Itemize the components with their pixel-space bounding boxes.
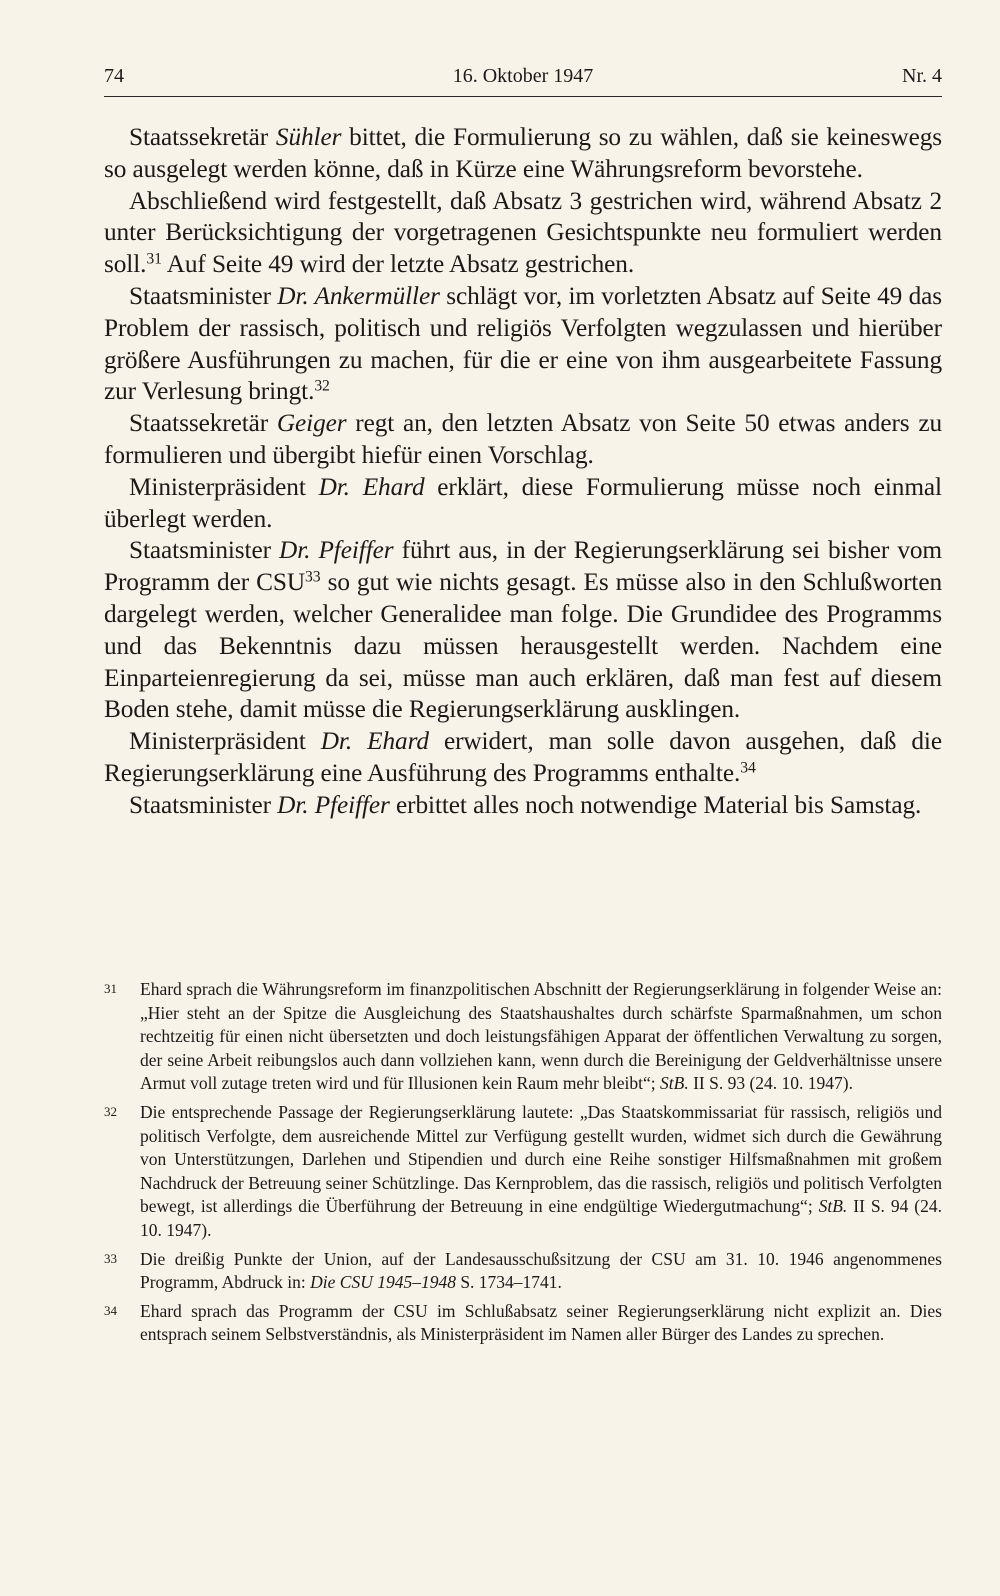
source-title: Die CSU 1945–1948 — [310, 1272, 456, 1293]
paragraph: Staatsminister Dr. Pfeiffer führt aus, in der Regierungserklärung sei bisher vom Programm der CSU$^{33}$ so gut wie nichts gesagt. Es müsse also in den Schlußworten dargelegt werden, welcher Generalidee man folge. Die Grundidee des Programms und das Bekenntnis dazu müssen herausgestellt werden. Nachdem eine Einparteienregierung da sei, müsse man auch erklären, daß man fest auf diesem Boden stehe, damit müsse die Regierungserklärung ausklingen. — [104, 536, 942, 724]
paragraph: Ministerpräsident Dr. Ehard erklärt, diese Formulierung müsse noch einmal überlegt werden. — [104, 472, 942, 533]
speaker-name: Sühler — [275, 123, 342, 151]
header-number: Nr. 4 — [902, 65, 942, 87]
footnote-number: 33 — [104, 1250, 117, 1266]
speaker-name: Geiger — [276, 409, 347, 438]
paragraph: Staatssekretär Geiger regt an, den letzten Absatz von Seite 50 etwas anders zu formulieren und übergibt hiefür einen Vorschlag. — [104, 409, 942, 469]
speaker-name: Dr. Pfeiffer — [279, 536, 394, 565]
footnote-number: 31 — [104, 981, 117, 996]
paragraph: Abschließend wird festgestellt, daß Absatz 3 gestrichen wird, während Absatz 2 unter Berücksichtigung der vorgetragenen Gesichtspunkte neu formuliert werden soll.$^{31}$ Auf Seite 49 wird der letzte Absatz gestrichen. — [104, 186, 942, 279]
footnote-33: 33 Die dreißig Punkte der Union, auf der Landesausschußsitzung der CSU am 31. 10. 1946 angenommenes Programm, Abdruck in: Die CSU 1945–1948 S. 1734–1741. — [104, 1248, 942, 1293]
speaker-name: Dr. Pfeiffer — [277, 790, 390, 819]
footnote-ref[interactable]: 34 — [740, 759, 756, 777]
running-header — [104, 60, 942, 97]
footnote-ref[interactable]: 31 — [146, 250, 162, 268]
paragraph: Ministerpräsident Dr. Ehard erwidert, man solle davon ausgehen, daß die Regierungserklärung eine Ausführung des Programms enthalte.$^{34}$ — [104, 727, 942, 787]
speaker-name: Dr. Ehard — [320, 727, 429, 756]
paragraph: Staatsminister Dr. Pfeiffer erbittet alles noch notwendige Material bis Samstag. — [129, 790, 922, 819]
source-abbrev: StB. — [818, 1196, 848, 1217]
page-number: 74 — [104, 65, 124, 87]
speaker-name: Dr. Ankermüller — [277, 281, 440, 310]
footnote-32: 32 Die entsprechende Passage der Regierungserklärung lautete: „Das Staatskommissariat für rassisch, religiös und politisch Verfolgte, dem ausreichende Mittel zur Verfügung gestellt wurden, widmet sich durch die Gewährung von Unterstützungen, Darlehen und Stipendien und durch eine Reihe sonstiger Hilfsmaßnahmen mit großem Nachdruck der Betreuung seiner Schützlinge. Das Kernproblem, das die rassisch, religiös und politisch Verfolgten bewegt, ist allerdings die Überführung der Betreuung in eine endgültige Wiedergutmachung“; StB. II S. 94 (24. 10. 1947). — [104, 1101, 942, 1240]
footnote-number: 34 — [104, 1302, 117, 1318]
paragraph: Staatsminister Dr. Ankermüller schlägt vor, im vorletzten Absatz auf Seite 49 das Problem der rassisch, politisch und religiös Verfolgten wegzulassen und hierüber größere Ausführungen zu machen, für die er eine von ihm ausgearbeitete Fassung zur Verlesung bringt.$^{32}$ — [104, 281, 942, 406]
footnote-number: 32 — [104, 1103, 117, 1119]
footnote-31: 31 Ehard sprach die Währungsreform im finanzpolitischen Abschnitt der Regierungserklärung in folgender Weise an: „Hier steht an der Spitze die Ausgleichung des Staatshaushaltes durch schärfste Sparmaßnahmen, um schon rechtzeitig für einen nicht übersetzten und doch leistungsfähigen Apparat der öffentlichen Verwaltung zu sorgen, der seine Arbeit reibungslos auch dann vollziehen kann, wenn durch die Bereinigung der Geldverhältnisse unsere Armut voll zutage treten wird und für Illusionen kein Raum mehr bleibt“; StB. II S. 93 (24. 10. 1947). — [104, 979, 942, 1094]
footnote-34: 34 Ehard sprach das Programm der CSU im Schlußabsatz seiner Regierungserklärung nicht explizit an. Dies entsprach seinem Selbstverständnis, als Ministerpräsident im Namen aller Bürger des Landes zu sprechen. — [104, 1300, 942, 1345]
footnotes — [104, 978, 942, 1352]
source-abbrev: StB. — [660, 1073, 689, 1094]
header-date: 16. Oktober 1947 — [452, 65, 594, 87]
footnote-ref[interactable]: 32 — [314, 377, 330, 395]
body-text — [104, 122, 942, 822]
speaker-name: Dr. Ehard — [318, 472, 425, 501]
paragraph: Staatssekretär Sühler bittet, die Formulierung so zu wählen, daß sie keineswegs so ausgelegt werden könne, daß in Kürze eine Währungsreform bevorstehe. — [104, 123, 942, 183]
footnote-ref[interactable]: 33 — [305, 568, 321, 586]
